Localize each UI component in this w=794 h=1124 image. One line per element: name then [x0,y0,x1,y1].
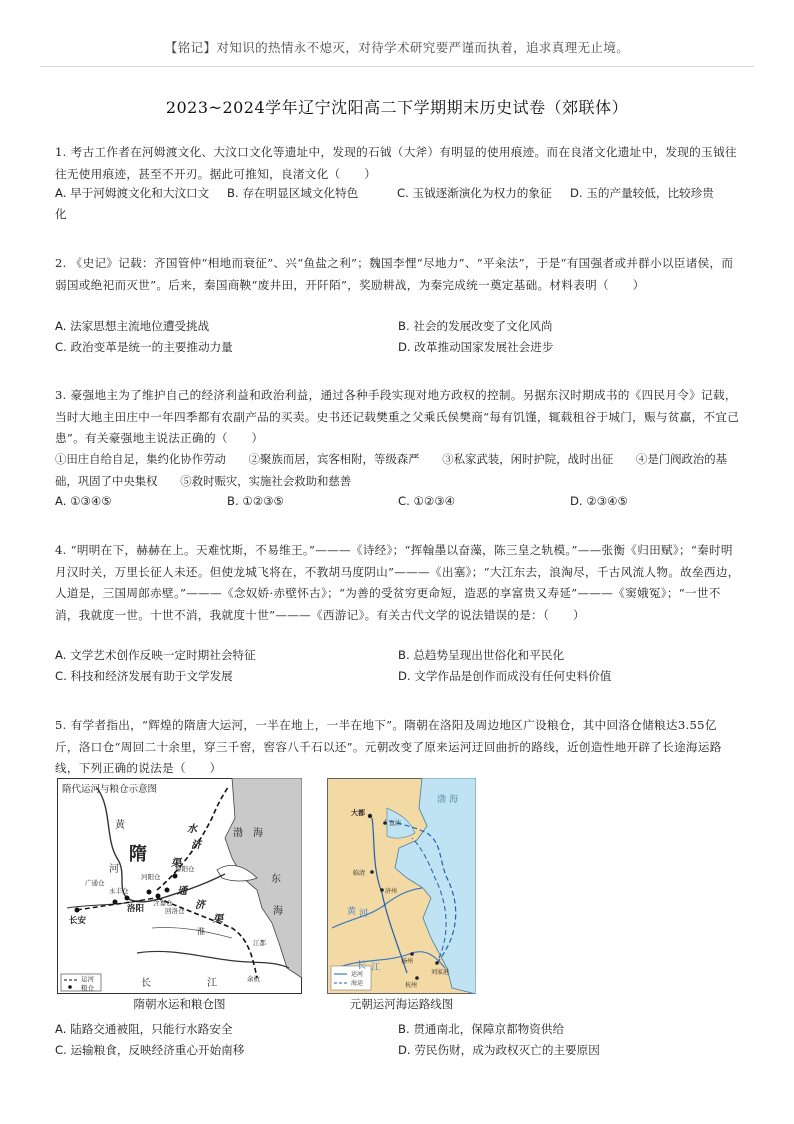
option-d[interactable]: D. 玉的产量较低，比较珍贵 [570,186,714,200]
map-label: 杭州 [405,982,418,989]
question-stem: “明明在下，赫赫在上。天难忱斯，不易维王。”———《诗经》；“挥翰墨以奋藻，陈三皇之轨模。”——张衡《归田赋》；“秦时明月汉时关，万里长征人未还。但使龙城飞将在，不教胡马度阴山”———《出塞》；“大江东去，浪淘尽，千古风流人物。故垒西边，人道是，三国周郎赤壁。”———《念奴娇·赤壁怀古》；“为善的受贫穷更命短，造恶的享富贵又寿延”———《窦娥冤》；“一世不消，我就度一世。十世不消，我就度十世”———《西游记》。有关古代文学的说法错误的是：（ ） [55,543,740,622]
map-label: 渤 [437,795,447,805]
map-label: 渠 [213,914,223,925]
map-label: 洛阳 [127,904,145,914]
option-d[interactable]: D. 劳民伤财，成为政权灭亡的主要原因 [398,1043,600,1057]
map-label: 渠 [171,858,181,869]
option-d[interactable]: D. ②③④⑤ [570,494,628,508]
sui-map-inset-title: 隋代运河与粮仓示意图 [62,784,158,795]
question-number: 4. [55,543,67,557]
header-divider [40,66,754,67]
option-a[interactable]: A. 法家思想主流地位遭受挑战 [55,319,210,333]
map-label: 淮 [197,927,205,936]
question-5 [55,715,740,780]
map-label: 扬州 [401,958,414,965]
map-label: 黄 [115,820,125,831]
sui-map-big-label: 隋 [129,844,147,865]
option-b[interactable]: B. 存在明显区域文化特色 [227,186,359,200]
map-label: 通 [177,886,187,897]
question-stem: 考古工作者在河姆渡文化、大汶口文化等遗址中，发现的石钺（大斧）有明显的使用痕迹。而在良渚文化遗址中，发现的玉钺往往无使用痕迹，甚至不开刃。据此可推知，良渚文化（ ） [55,145,737,181]
map-label: 水 [187,824,197,835]
option-b[interactable]: B. 贯通南北，保障京都物资供给 [398,1022,565,1036]
option-d[interactable]: D. 文学作品是创作而成没有任何史料价值 [398,669,612,683]
page-title: 2023~2024学年辽宁沈阳高二下学期期末历史试卷（郊联体） [165,98,629,117]
motto: 【铭记】对知识的热情永不熄灭，对待学术研究要严谨而执着，追求真理无止境。 [164,40,630,55]
sui-map-caption: 隋朝水运和粮仓图 [133,997,226,1011]
question-2 [55,253,740,296]
map-label: 长 [141,978,151,989]
map-label: 回洛仓 [165,907,185,915]
option-a[interactable]: A. 早于河姆渡文化和大汶口文化 [55,186,210,221]
question-stem: 《史记》记载：齐国管仲“相地而衰征”、兴“鱼盐之利”；魏国李悝“尽地力”、“平籴法”，于是“有国强者或并群小以臣诸侯，而弱国或绝祀而灭世”。后来，秦国商鞅“废井田，开阡陌”，奖励耕战，为秦完成统一奠定基础。材料表明（ ） [55,256,734,292]
map-label: 河 [359,909,369,919]
question-number: 3. [55,388,67,402]
question-1 [55,142,740,185]
map-label: 江 [207,978,217,989]
question-stem: 豪强地主为了维护自己的经济利益和政治利益，通过各种手段实现对地方政权的控制。另据东汉时期成书的《四民月令》记载，当时大地主田庄中一年四季都有农副产品的买卖。史书还记载樊重之父乘氏侯樊商“每有饥馑，辄载租谷于城门，赈与贫羸，不宜己患”。有关豪强地主说法正确的（ ） [55,388,740,446]
option-a[interactable]: A. ①③④⑤ [55,494,112,508]
map-label: 黎阳仓 [175,865,195,873]
question-number: 5. [55,718,67,732]
option-c[interactable]: C. 政治变革是统一的主要推动力量 [55,340,233,354]
map-label: 黄 [347,907,357,917]
map-label: 刘家港 [431,969,450,976]
yuan-sea-route-map [327,778,476,994]
map-label: 余杭 [247,975,260,983]
map-label: 海 [449,795,459,805]
map-label: 临清 [353,870,366,877]
map-label: 河阳仓 [141,873,161,881]
legend-item-canal: 运河 [351,971,364,978]
map-label: 渤 [233,828,243,839]
yuan-map-caption: 元朝运河海运路线图 [349,997,454,1011]
map-label: 济 [191,840,201,851]
question-number: 2. [55,256,67,270]
option-b[interactable]: B. ①②③⑤ [227,494,284,508]
map-label: 永丰仓 [109,887,129,895]
sui-canal-map [57,778,302,994]
map-label: 大都 [351,809,365,817]
map-label: 海 [253,828,263,839]
map-label: 含嘉仓 [153,899,173,907]
map-label: 直沽 [389,820,402,827]
map-label: 河 [109,864,119,875]
legend-item-granary: 粮仓 [81,984,94,992]
option-b[interactable]: B. 社会的发展改变了文化风尚 [398,319,553,333]
question-stem: 有学者指出，“辉煌的隋唐大运河，一半在地上，一半在地下”。隋朝在洛阳及周边地区广设粮仓，其中回洛仓储粮达3.55亿斤，洛口仓“周回二十余里，穿三千窖，窖容八千石以还”。元朝改变了原来运河迂回曲折的路线，近创造性地开辟了长途海运路线，下列正确的说法是（ ） [55,718,722,776]
map-label: 东 [271,874,281,885]
option-c[interactable]: C. 玉钺逐渐演化为权力的象征 [397,186,552,200]
map-label: 广通仓 [85,879,105,887]
map-label: 长安 [69,916,87,926]
option-b[interactable]: B. 总趋势呈现出世俗化和平民化 [398,648,565,662]
question-number: 1. [55,145,67,159]
legend-item-sea-route: 海运 [351,980,364,987]
question-4 [55,540,740,626]
question-3-statements: ①田庄自给自足，集约化协作劳动 ②聚族而居，宾客相附，等级森严 ③私家武装，闲时护院，战时出征 ④是门阀政治的基础，巩固了中央集权 ⑤救时赈灾，实施社会救助和慈善 [55,452,728,488]
option-a[interactable]: A. 文学艺术创作反映一定时期社会特征 [55,648,256,662]
option-a[interactable]: A. 陆路交通被阻，只能行水路安全 [55,1022,233,1036]
map-label: 济 [195,900,205,911]
option-c[interactable]: C. 科技和经济发展有助于文学发展 [55,669,233,683]
map-label: 江 [371,963,381,973]
question-3 [55,385,740,450]
legend-item-canal: 运河 [81,975,94,983]
option-d[interactable]: D. 改革推动国家发展社会进步 [398,340,554,354]
map-label: 江都 [253,939,266,947]
map-label: 济州 [385,888,398,895]
option-c[interactable]: C. 运输粮食，反映经济重心开始南移 [55,1043,245,1057]
map-label: 长 [357,961,367,971]
option-c[interactable]: C. ①②③④ [398,494,456,508]
map-label: 海 [273,906,283,917]
